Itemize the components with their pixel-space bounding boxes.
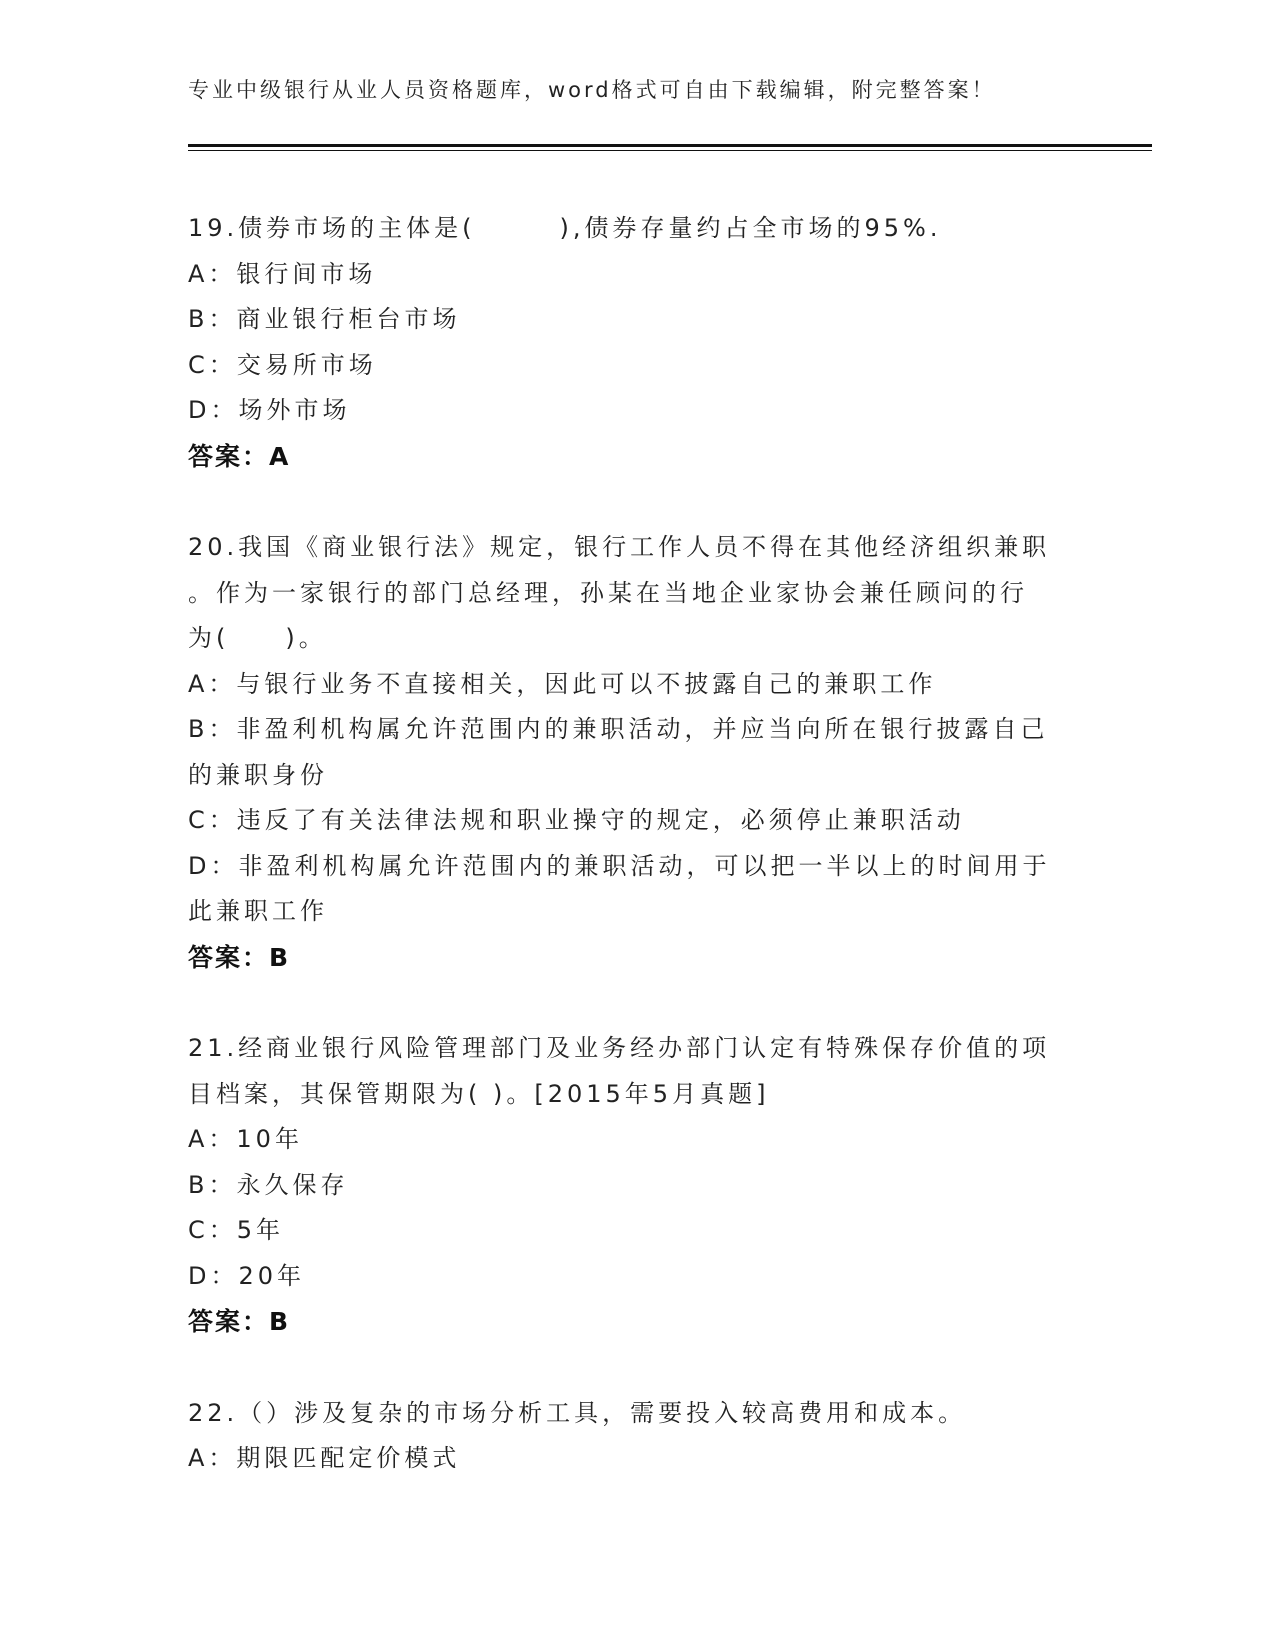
option-a: A：与银行业务不直接相关，因此可以不披露自己的兼职工作 bbox=[188, 669, 937, 698]
option-a: A：银行间市场 bbox=[188, 259, 377, 288]
question-list bbox=[188, 206, 1088, 1528]
question-stem-line: 20.我国《商业银行法》规定，银行工作人员不得在其他经济组织兼职 bbox=[188, 533, 1051, 561]
question-stem-line: 为( )。 bbox=[188, 624, 327, 652]
option-d: D：场外市场 bbox=[188, 396, 351, 424]
option-b: B：非盈利机构属允许范围内的兼职活动，并应当向所在银行披露自己 bbox=[188, 715, 1049, 743]
page-header: 专业中级银行从业人员资格题库，word格式可自由下载编辑，附完整答案！ bbox=[188, 78, 996, 102]
option-c: C：5年 bbox=[188, 1216, 285, 1244]
option-b: B：永久保存 bbox=[188, 1170, 349, 1199]
header-divider-thick bbox=[188, 144, 1152, 147]
question-stem: 19.债券市场的主体是( ),债券存量约占全市场的95%. bbox=[188, 214, 942, 242]
question-19 bbox=[188, 206, 1088, 479]
answer-label: 答案：B bbox=[188, 942, 291, 972]
answer-label: 答案：A bbox=[188, 441, 291, 471]
question-stem-line: 目档案，其保管期限为( )。[2015年5月真题] bbox=[188, 1079, 770, 1108]
option-d: D：20年 bbox=[188, 1261, 306, 1290]
option-d-continued: 此兼职工作 bbox=[188, 897, 328, 925]
option-d: D：非盈利机构属允许范围内的兼职活动，可以把一半以上的时间用于 bbox=[188, 851, 1051, 880]
question-stem-line: 21.经商业银行风险管理部门及业务经办部门认定有特殊保存价值的项 bbox=[188, 1034, 1051, 1062]
header-divider-thin bbox=[188, 150, 1152, 151]
option-a: A：10年 bbox=[188, 1125, 303, 1153]
option-b: B：商业银行柜台市场 bbox=[188, 305, 461, 333]
option-c: C：违反了有关法律法规和职业操守的规定，必须停止兼职活动 bbox=[188, 806, 965, 834]
question-20 bbox=[188, 525, 1088, 980]
option-a: A：期限匹配定价模式 bbox=[188, 1444, 461, 1472]
question-22 bbox=[188, 1391, 1088, 1482]
question-stem-line: 。作为一家银行的部门总经理，孙某在当地企业家协会兼任顾问的行 bbox=[188, 578, 1028, 607]
option-c: C：交易所市场 bbox=[188, 350, 377, 379]
question-21 bbox=[188, 1026, 1088, 1345]
question-stem: 22.（）涉及复杂的市场分析工具，需要投入较高费用和成本。 bbox=[188, 1398, 967, 1427]
option-b-continued: 的兼职身份 bbox=[188, 760, 328, 789]
answer-label: 答案：B bbox=[188, 1307, 291, 1336]
